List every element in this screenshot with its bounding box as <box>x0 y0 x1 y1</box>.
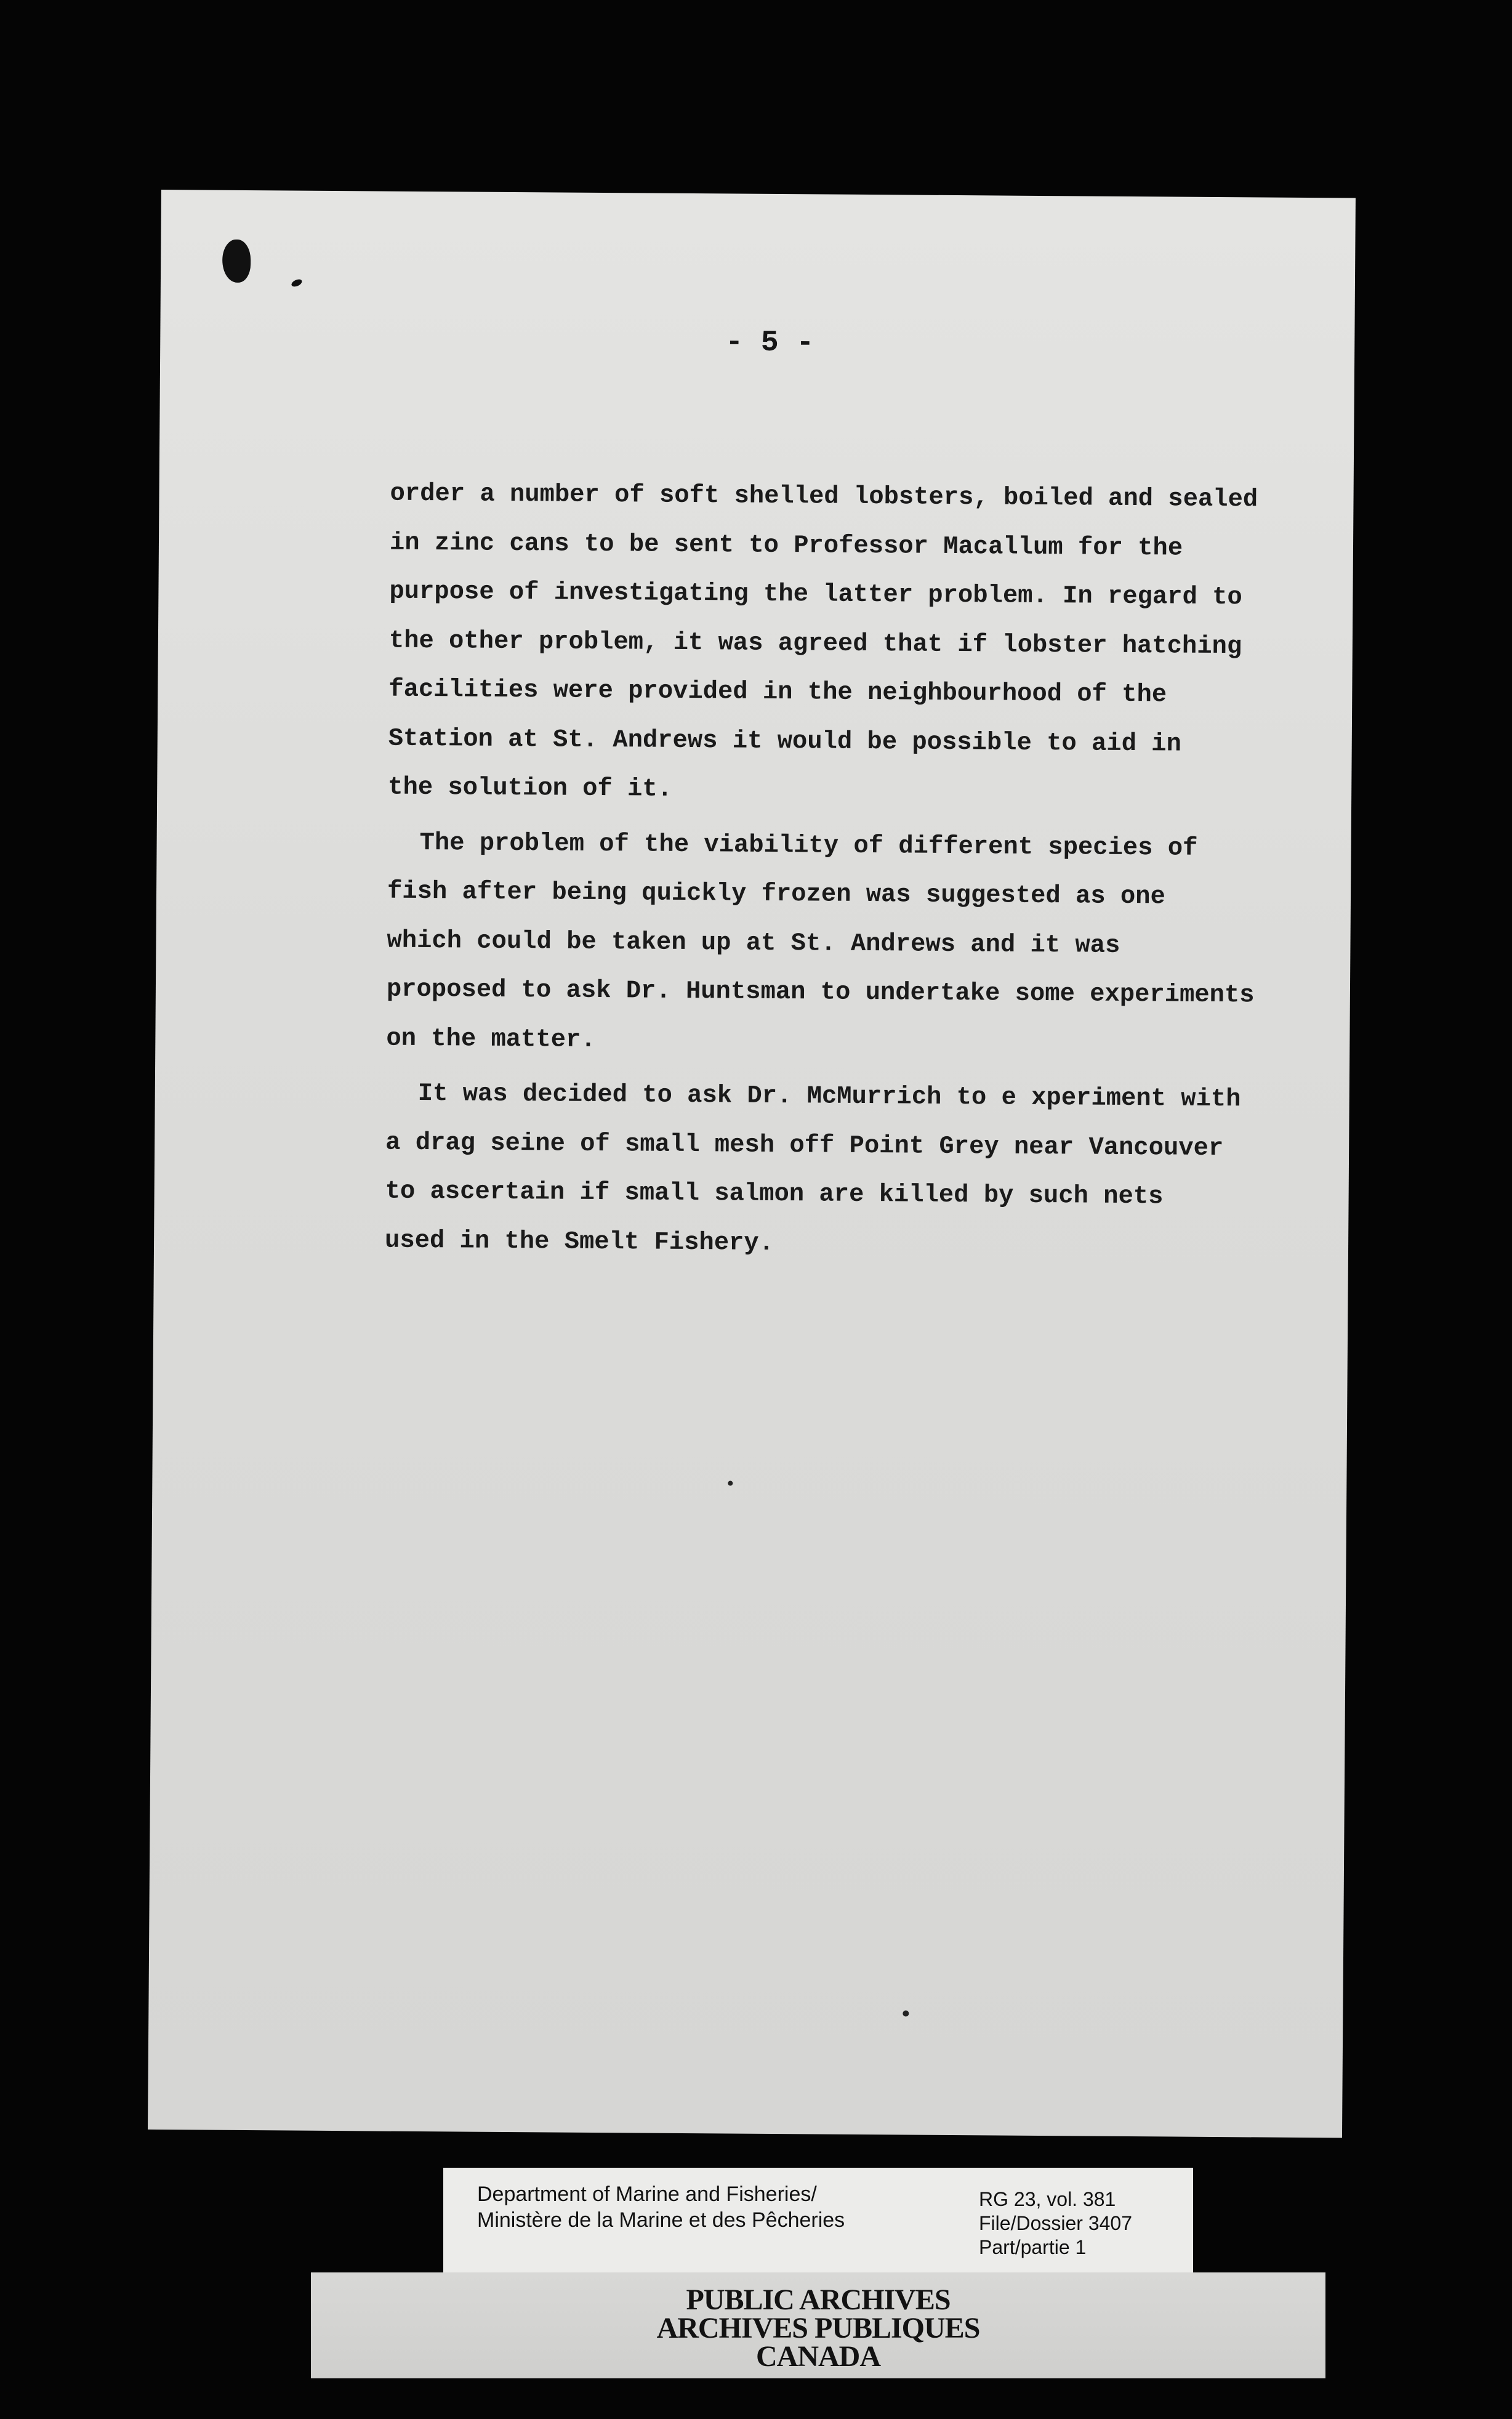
stamp-line: ARCHIVES PUBLIQUES <box>656 2312 980 2344</box>
document-page <box>148 190 1356 2138</box>
text-line: order a number of soft shelled lobsters, boiled and sealed <box>390 479 1258 514</box>
stamp-line: PUBLIC ARCHIVES <box>686 2284 951 2316</box>
text-line: Station at St. Andrews it would be possible to aid in <box>388 724 1182 759</box>
ink-speck <box>291 278 304 288</box>
text-line: fish after being quickly frozen was suggested as one <box>387 877 1165 911</box>
text-line: used in the Smelt Fishery. <box>384 1226 774 1258</box>
archive-stamp-band <box>311 2272 1325 2378</box>
text-line: the other problem, it was agreed that if lobster hatching <box>388 626 1242 661</box>
text-line: It was decided to ask Dr. McMurrich to e xperiment with <box>417 1079 1241 1114</box>
text-line: which could be taken up at St. Andrews and it was <box>387 926 1120 960</box>
department-line: Department of Marine and Fisheries/ <box>477 2183 817 2206</box>
page-number: - 5 - <box>725 326 814 360</box>
paragraph-3 <box>385 1070 1279 1272</box>
text-line: purpose of investigating the latter problem. In regard to <box>389 577 1242 612</box>
paper-speck <box>728 1480 733 1485</box>
text-line: facilities were provided in the neighbourhood of the <box>388 675 1167 709</box>
stamp-line: CANADA <box>756 2340 880 2373</box>
text-line: on the matter. <box>386 1024 596 1054</box>
paragraph-1 <box>388 470 1283 819</box>
text-line: proposed to ask Dr. Huntsman to undertake some experiments <box>386 975 1255 1010</box>
paper-speck <box>903 2010 909 2016</box>
department-name <box>477 2181 845 2233</box>
reference-line: Part/partie 1 <box>979 2236 1087 2258</box>
text-line: The problem of the viability of different species of <box>419 828 1198 863</box>
ink-blot <box>222 240 251 283</box>
reference-line: File/Dossier 3407 <box>979 2212 1132 2234</box>
body-text <box>385 470 1283 1278</box>
department-line: Ministère de la Marine et des Pêcheries <box>477 2208 845 2232</box>
text-line: in zinc cans to be sent to Professor Macallum for the <box>389 528 1183 563</box>
paragraph-2 <box>386 818 1281 1070</box>
archive-reference <box>979 2187 1132 2259</box>
text-line: a drag seine of small mesh off Point Grey near Vancouver <box>385 1128 1224 1163</box>
text-line: to ascertain if small salmon are killed by such nets <box>385 1177 1164 1211</box>
archive-stamp <box>311 2286 1325 2371</box>
text-line: the solution of it. <box>388 773 673 804</box>
archive-reference-label <box>443 2168 1193 2277</box>
reference-line: RG 23, vol. 381 <box>979 2188 1116 2210</box>
